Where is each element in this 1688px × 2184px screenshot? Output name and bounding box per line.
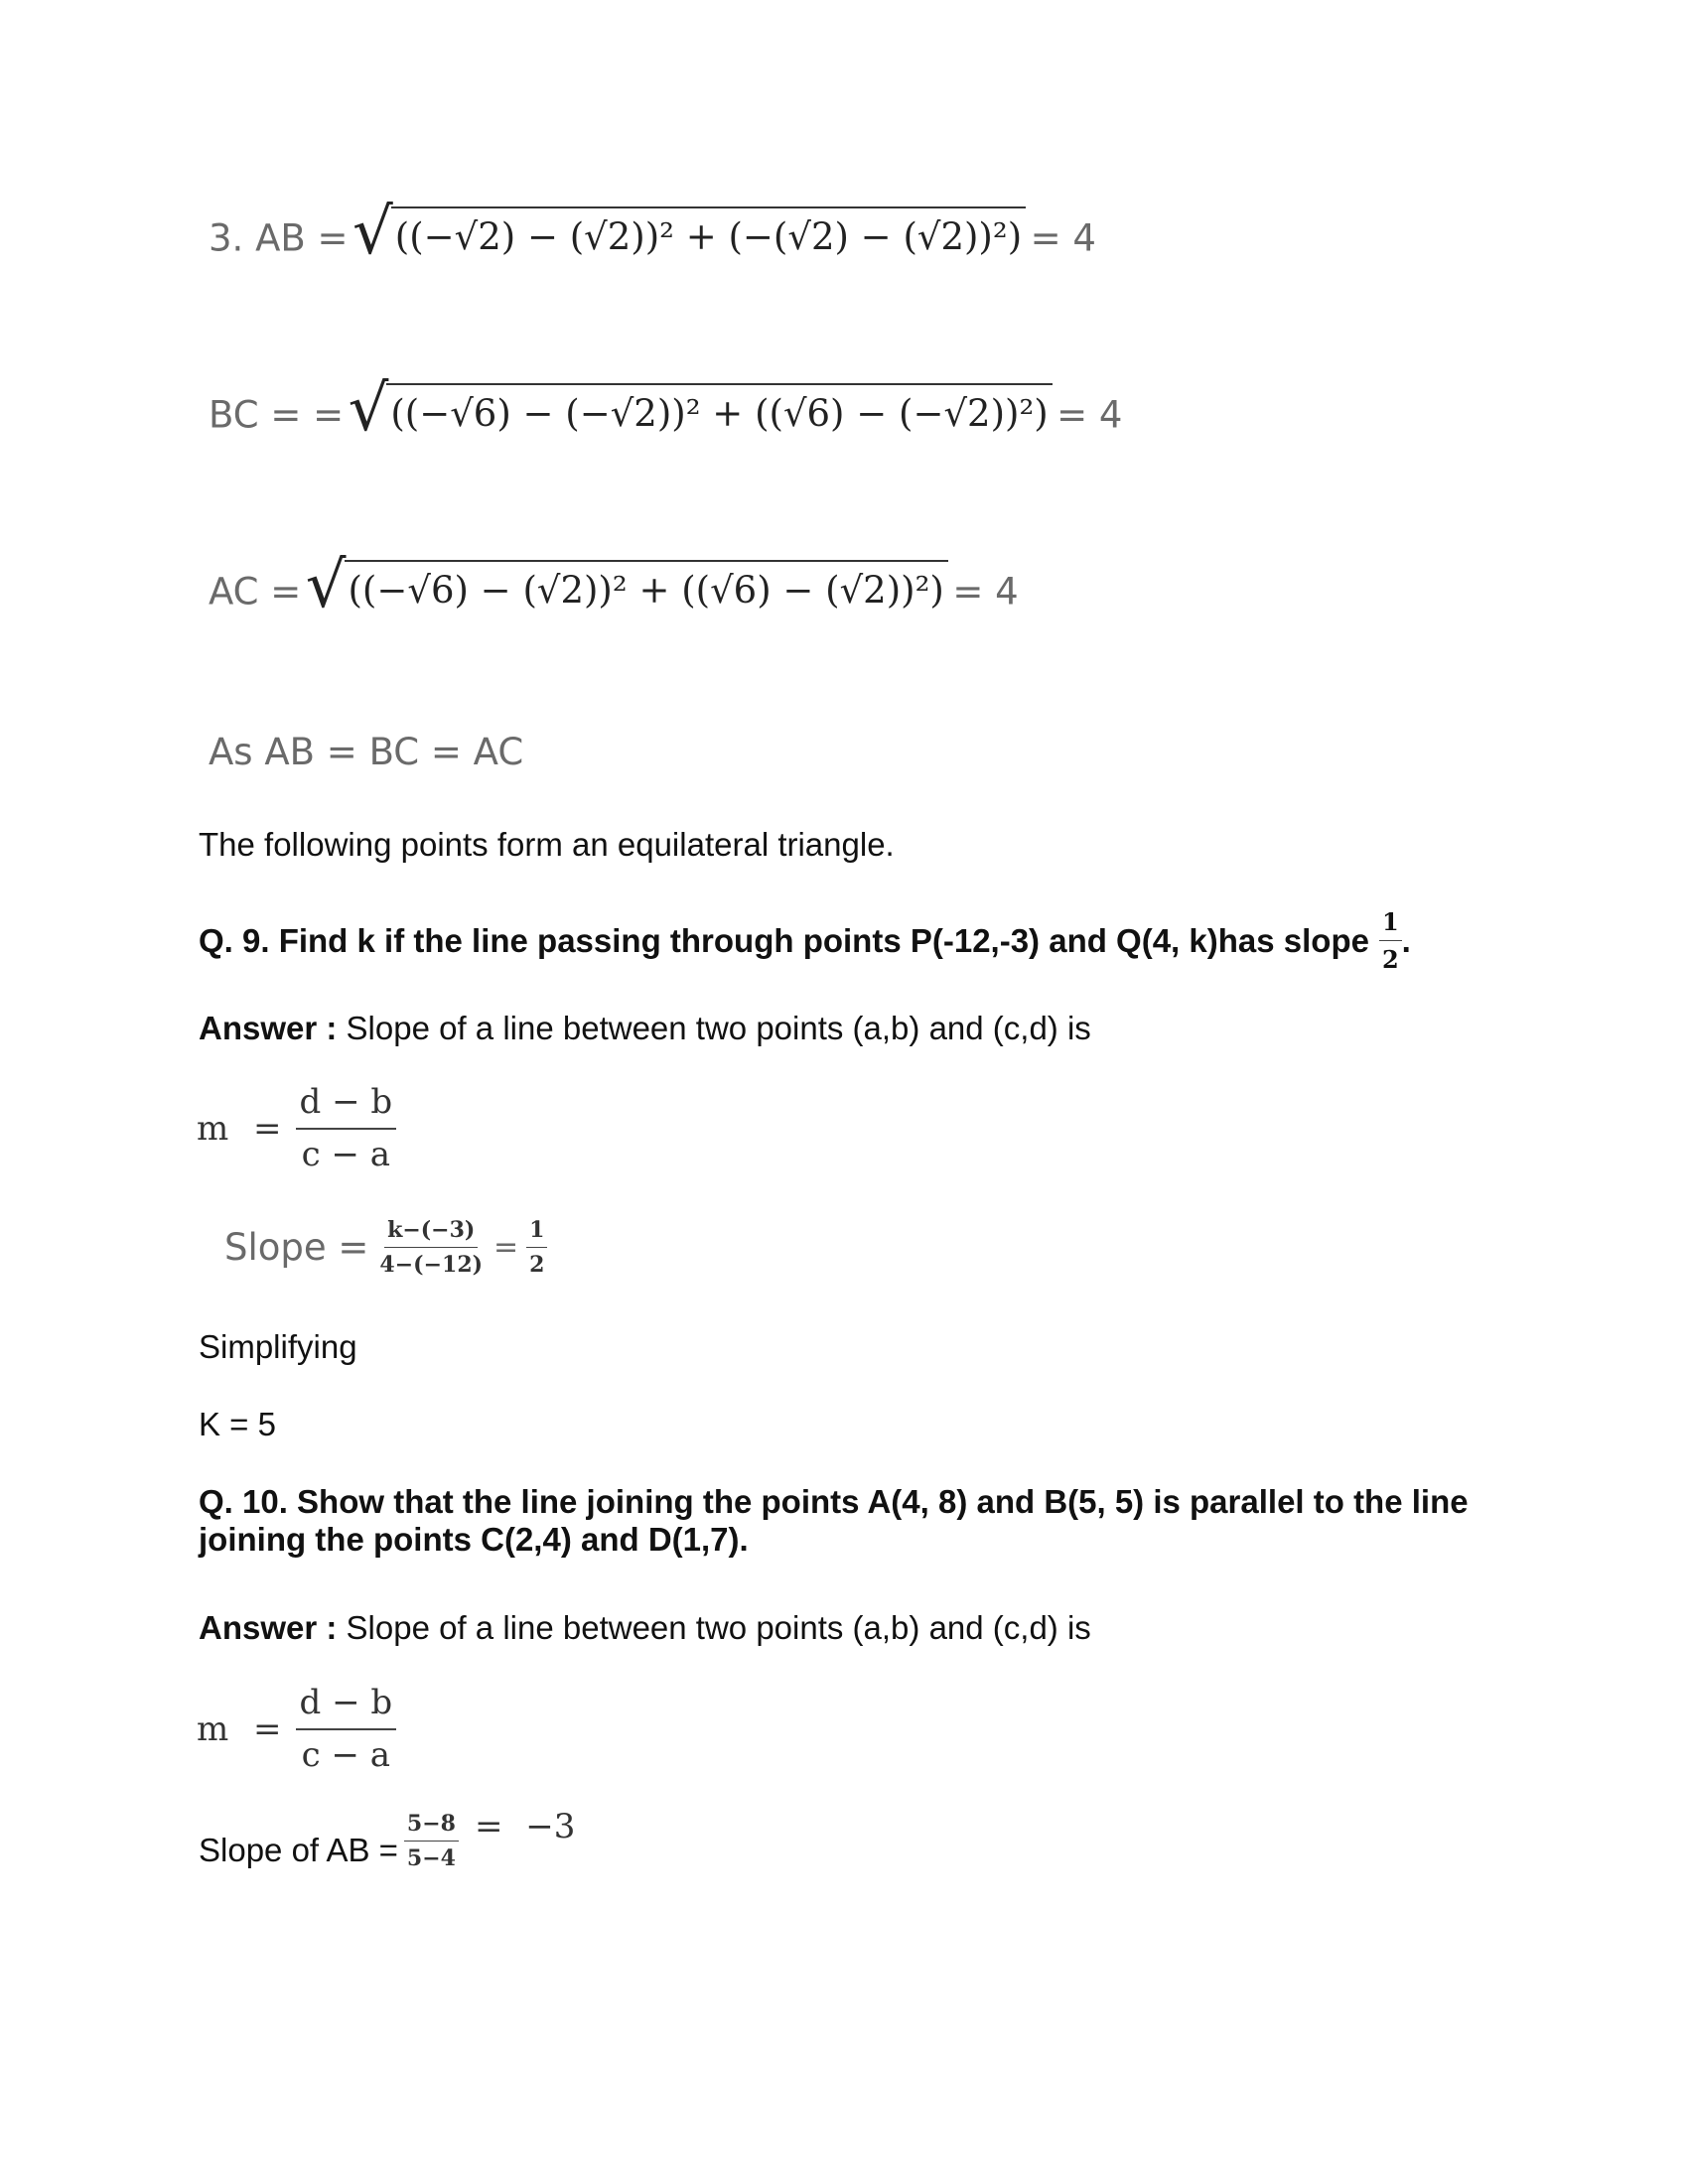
fraction-numerator: d − b — [296, 1077, 397, 1130]
slope-ab — [199, 1807, 576, 1872]
fraction-denominator: 4−(−12) — [379, 1252, 484, 1279]
fraction-denominator: 2 — [1381, 945, 1399, 975]
slope-equation-label: Slope = — [224, 1226, 369, 1270]
slope-formula-fraction — [296, 1678, 397, 1781]
k-value: K = 5 — [199, 1406, 276, 1442]
slope-formula-9 — [197, 1077, 396, 1180]
equation-ac-result: = 4 — [952, 570, 1019, 614]
equation-bc-label: BC = = — [209, 393, 345, 437]
equation-ac-body: ((−√6) − (√2))² + ((√6) − (√2))²) — [345, 560, 948, 615]
fraction-denominator: 2 — [529, 1252, 545, 1279]
fraction-numerator: 5−8 — [404, 1807, 459, 1842]
equation-bc-body: ((−√6) − (−√2))² + ((√6) − (−√2))²) — [386, 383, 1052, 439]
question-9 — [199, 903, 1411, 978]
fraction-numerator: 1 — [1379, 903, 1402, 941]
slope-formula-fraction — [296, 1077, 397, 1180]
equation-ac-label: AC = — [209, 570, 302, 614]
question-9-period: . — [1401, 921, 1411, 959]
slope-ab-label: Slope of AB = — [199, 1832, 398, 1869]
slope-result-fraction — [526, 1213, 547, 1282]
equation-ac — [209, 549, 1019, 623]
question-9-slope-fraction — [1379, 903, 1402, 978]
answer-10 — [199, 1609, 1091, 1647]
equality-statement: As AB = BC = AC — [209, 731, 524, 773]
question-10-line-2: joining the points C(2,4) and D(1,7). — [199, 1521, 749, 1558]
question-10-line-1: Q. 10. Show that the line joining the points A(4, 8) and B(5, 5) is parallel to the line — [199, 1483, 1469, 1520]
equation-bc — [209, 372, 1123, 447]
fraction-numerator: k−(−3) — [384, 1213, 478, 1248]
radical-ab — [352, 196, 1026, 270]
conclusion-text: The following points form an equilateral triangle. — [199, 826, 895, 863]
equation-ab-body: ((−√2) − (√2))² + (−(√2) − (√2))²) — [391, 206, 1026, 262]
answer-label: Answer : — [199, 1010, 338, 1046]
simplifying-text: Simplifying — [199, 1328, 357, 1365]
equation-ab-result: = 4 — [1030, 216, 1096, 260]
slope-equation-9 — [224, 1213, 547, 1282]
radical-sign: √ — [305, 549, 347, 622]
radical-sign: √ — [348, 372, 389, 446]
answer-text: Slope of a line between two points (a,b) and (c,d) is — [346, 1609, 1091, 1646]
radical-bc — [348, 372, 1053, 447]
fraction-denominator: c − a — [301, 1135, 391, 1174]
fraction-denominator: c − a — [301, 1735, 391, 1775]
radical-sign: √ — [352, 196, 393, 269]
slope-ab-fraction — [404, 1807, 459, 1875]
slope-formula-label: m = — [197, 1109, 282, 1149]
fraction-denominator: 5−4 — [406, 1845, 456, 1872]
equation-ab-label: 3. AB = — [209, 216, 349, 260]
answer-label: Answer : — [199, 1609, 338, 1646]
fraction-numerator: d − b — [296, 1678, 397, 1730]
question-10 — [199, 1483, 1469, 1559]
equation-ab — [209, 196, 1096, 270]
fraction-numerator: 1 — [526, 1213, 547, 1248]
slope-equation-fraction — [376, 1213, 486, 1282]
slope-formula-label: m = — [197, 1709, 282, 1749]
answer-9 — [199, 1010, 1091, 1047]
question-9-text: Q. 9. Find k if the line passing through points P(-12,-3) and Q(4, k)has slope — [199, 921, 1369, 959]
slope-formula-10 — [197, 1678, 396, 1781]
equation-bc-result: = 4 — [1056, 393, 1123, 437]
slope-equation-equals: = — [493, 1230, 519, 1266]
radical-ac — [305, 549, 948, 623]
slope-ab-result: = −3 — [474, 1807, 576, 1846]
answer-text: Slope of a line between two points (a,b) and (c,d) is — [346, 1010, 1091, 1046]
